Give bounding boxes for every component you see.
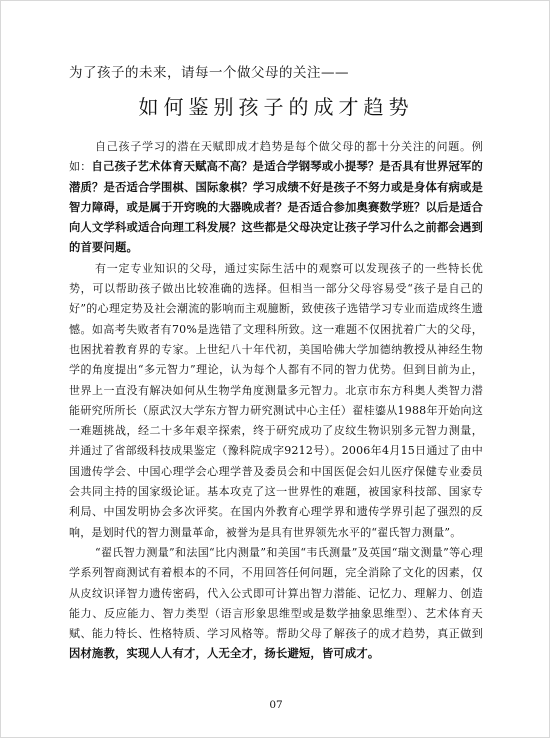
page-number: 07 [269,699,283,711]
article-body [69,137,483,665]
paragraph-3-bold: 因材施教，实现人人有才，人无全才，扬长避短，皆可成才。 [69,647,380,661]
paragraph-3-lead: “翟氏智力测量”和法国“比内测量”和美国“韦氏测量”及英国“瑞文测量”等心理学系列智商测试有着根本的不同，不用回答任何问题，完全消除了文化的因素，仅从皮纹识译智力遗传密码，代入公式即可计算出智力潜能、记忆力、理解力、创造能力、反应能力、智力类型（语言形象思维型或是数学抽象思维型）、艺术体育天赋、能力特长、性格特质、学习风格等。帮助父母了解孩子的成才趋势，真正做到 [69,545,483,641]
page-subtitle: 为了孩子的未来，请每一个做父母的关注—— [69,65,349,81]
paragraph-2: 有一定专业知识的父母，通过实际生活中的观察可以发现孩子的一些特长优势，可以帮助孩子做出比较准确的选择。但相当一部分父母容易受“孩子是自己的好”的心理定势及社会潮流的影响而主观臆断，致使孩子选错学习专业而造成终生遗憾。如高考失败者有70%是选错了文理科所致。这一难题不仅困扰着广大的父母，也困扰着教育界的专家。上世纪八十年代初，美国哈佛大学加德纳教授从神经生物学的角度提出“多元智力”理论，认为每个人都有不同的智力优势。但到目前为止，世界上一直没有解决如何从生物学角度测量多元智力。北京市东方科奥人类智力潜能研究所所长（原武汉大学东方智力研究测试中心主任）翟桂鎏从1988年开始向这一难题挑战，经二十多年艰辛探索，终于研究成功了皮纹生物识别多元智力测量，并通过了省部级科技成果鉴定（豫科院成字9212号）。2006年4月15日通过了由中国遗传学会、中国心理学会心理学普及委员会和中国医促会妇儿医疗保健专业委员会共同主持的国家级论证。基本攻克了这一世界性的难题，被国家科技部、国家专利局、中国发明协会多次评奖。在国内外教育心理学界和遗传学界引起了强烈的反响，是划时代的智力测量革命，被誉为是具有世界领先水平的“翟氏智力测量”。 [69,261,483,539]
paragraph-1-lead: 自己孩子学习的潜在天赋即成才趋势是每个做父母的都十分关注的问题。例如： [69,140,483,174]
page-title: 如何鉴别孩子的成才趋势 [138,95,414,119]
paragraph-3 [69,543,483,665]
paragraph-1 [69,137,483,259]
paragraph-1-bold: 自己孩子艺术体育天赋高不高？是适合学钢琴或小提琴？是否具有世界冠军的潜质？是否适合学围棋、国际象棋？学习成绩不好是孩子不努力或是身体有病或是智力障碍，或是属于开窍晚的大器晚成者？是否适合参加奥赛数学班？以后是适合向人文学科或适合向理工科发展？这些都是父母决定让孩子学习什么之前都会遇到的首要问题。 [69,160,483,255]
